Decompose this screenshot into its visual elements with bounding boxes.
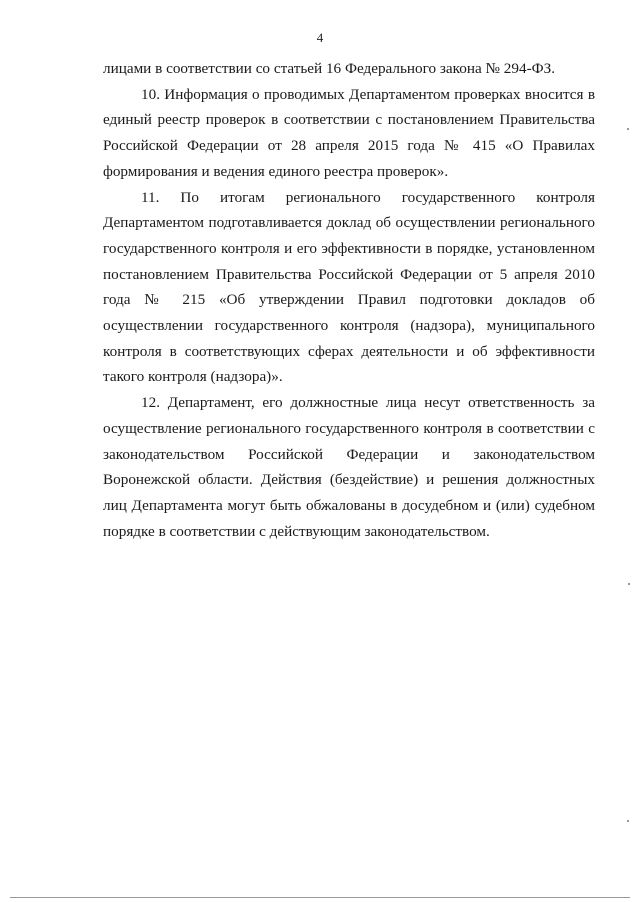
paragraph-12: 12. Департамент, его должностные лица несут ответственность за осуществление регионального государственного контроля в соответствии с законодательством Российской Федерации и законодательством Воронежской области. Действия (бездействие) и решения должностных лиц Департамента могут быть обжалованы в досудебном и (или) судебном порядке в соответствии с действующим законодательством. xyxy=(103,394,595,540)
paragraph-10: 10. Информация о проводимых Департаментом проверках вносится в единый реестр проверок в соответствии с постановлением Правительства Российской Федерации от 28 апреля 2015 года № 415 «О Правилах формирования и ведения единого реестра проверок». xyxy=(103,85,595,180)
scan-speck xyxy=(628,583,630,585)
document-body xyxy=(103,56,595,544)
scan-edge-line xyxy=(10,897,630,898)
paragraph-11: 11. По итогам регионального государственного контроля Департаментом подготавливается доклад об осуществлении регионального государственного контроля и его эффективности в порядке, установленном постановлением Правительства Российской Федерации от 5 апреля 2010 года № 215 «Об утверждении Правил подготовки докладов об осуществлении государственного контроля (надзора), муниципального контроля в соответствующих сферах деятельности и об эффективности такого контроля (надзора)». xyxy=(103,188,595,386)
paragraph-continuation: лицами в соответствии со статьей 16 Федерального закона № 294-ФЗ. xyxy=(103,60,556,77)
scan-speck xyxy=(627,820,629,822)
scan-speck xyxy=(627,128,629,130)
page-number: 4 xyxy=(316,30,324,45)
